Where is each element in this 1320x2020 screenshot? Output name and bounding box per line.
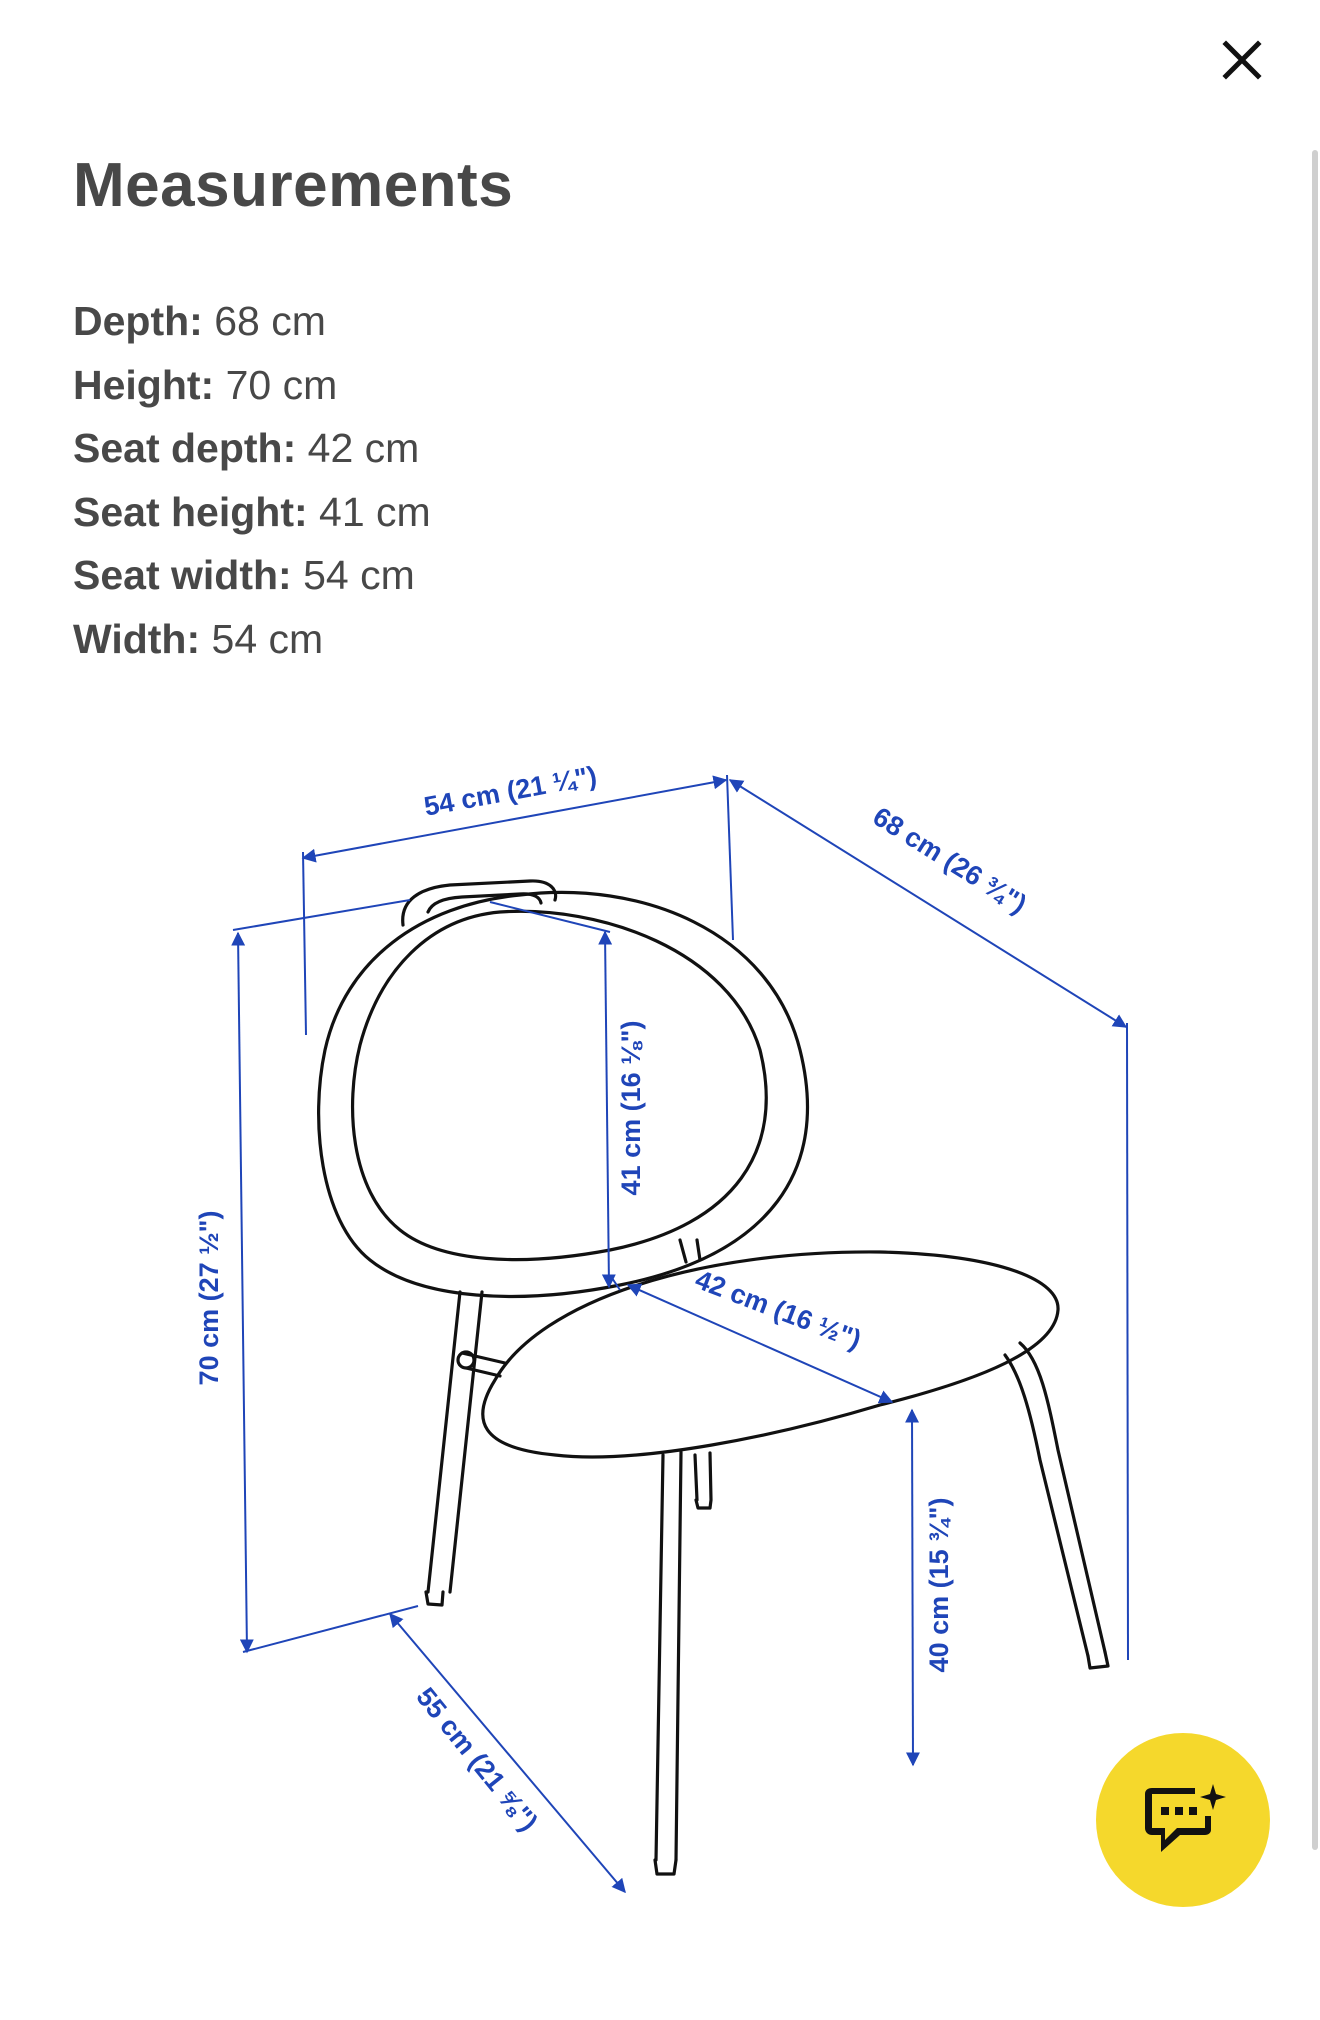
measurement-label: Seat width: (73, 552, 292, 598)
scrollbar[interactable] (1312, 150, 1318, 1850)
base-depth-dimension-line (390, 1614, 625, 1892)
chair-back-handle-inner (428, 894, 541, 912)
seat-height-dimension-label: 40 cm (15 ¾") (924, 1497, 954, 1673)
extension-line (490, 902, 610, 932)
chair-rear-left-foot (426, 1592, 443, 1605)
chair-front-right-foot (1088, 1652, 1108, 1668)
extension-line (303, 852, 306, 1035)
measurement-label: Width: (73, 615, 201, 662)
measurement-value: 70 cm (225, 361, 338, 408)
measurement-value: 68 cm (214, 298, 326, 344)
chair-dimension-diagram (150, 740, 1170, 1920)
chair-rear-left-leg (428, 1292, 482, 1592)
chat-sparkle-icon (1135, 1780, 1231, 1860)
measurement-value: 41 cm (319, 488, 431, 535)
extension-line (233, 900, 410, 930)
chair-front-right-leg (1005, 1343, 1105, 1656)
back-height-dimension-label: 41 cm (16 ⅛") (616, 1020, 646, 1196)
chair-seat (483, 1252, 1058, 1457)
assistant-chat-button[interactable] (1096, 1733, 1270, 1907)
width-dimension-label: 54 cm (21 ¼") (421, 760, 600, 822)
chair-back-inner (353, 911, 767, 1259)
extension-line (243, 1606, 418, 1652)
measurement-label: Height: (73, 361, 215, 408)
extension-line (727, 775, 733, 940)
dimension-labels (194, 760, 1032, 1836)
close-icon (1222, 40, 1262, 80)
chair-center-stub (695, 1453, 711, 1508)
measurement-label: Depth: (73, 298, 203, 344)
extension-line (1127, 1023, 1128, 1660)
measurement-item-depth (73, 290, 431, 354)
measurement-item-seat-width (73, 544, 431, 608)
dimension-lines (233, 775, 1128, 1892)
height-dimension-line (238, 933, 247, 1652)
measurement-item-width (73, 608, 431, 672)
measurement-value: 42 cm (307, 425, 420, 471)
measurement-label: Seat height: (73, 488, 308, 535)
depth-dimension-line (730, 780, 1126, 1027)
chair-front-left-leg (656, 1452, 681, 1860)
measurement-value: 54 cm (211, 615, 324, 662)
height-dimension-label: 70 cm (27 ½") (194, 1210, 224, 1386)
base-depth-dimension-label: 55 cm (21 ⅝") (410, 1681, 544, 1837)
measurement-value: 54 cm (303, 552, 415, 598)
chair-rear-right-leg (680, 1240, 700, 1262)
page-title: Measurements (73, 151, 514, 220)
back-height-dimension-line (605, 932, 609, 1287)
chair-front-left-foot (655, 1860, 676, 1874)
depth-dimension-label: 68 cm (26 ¾") (867, 801, 1032, 920)
seat-depth-dimension-label: 42 cm (16 ½") (691, 1264, 866, 1355)
measurement-item-seat-height (73, 481, 431, 545)
close-button[interactable] (1210, 28, 1274, 92)
measurement-list (73, 290, 431, 671)
seat-height-dimension-line (912, 1410, 913, 1765)
measurement-label: Seat depth: (73, 425, 297, 471)
measurement-item-seat-depth (73, 417, 431, 481)
measurement-item-height (73, 354, 431, 418)
chair-back-outer (319, 892, 808, 1296)
